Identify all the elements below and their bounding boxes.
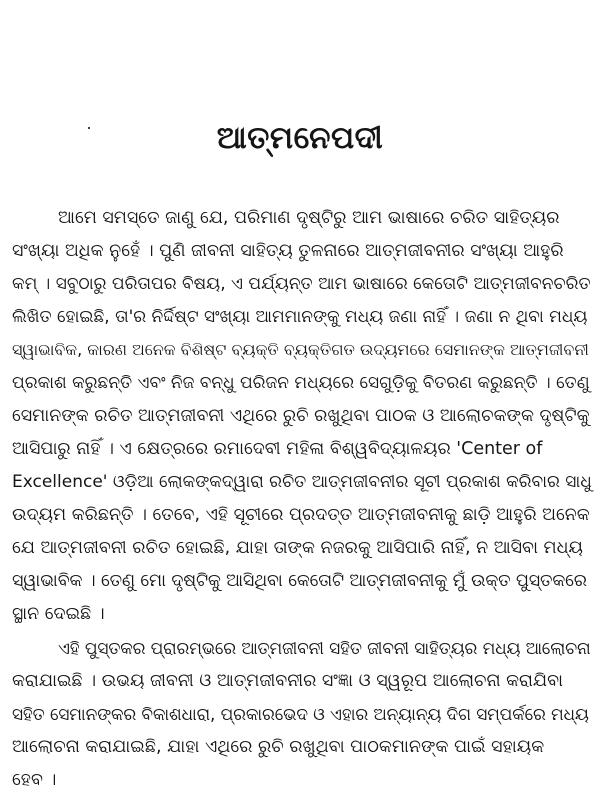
text-line: ଆସିପାରୁ ନାହିଁ । ଏ କ୍ଷେତ୍ରରେ ରମାଦେବୀ ମହିଳା ବିଶ୍ୱବିଦ୍ୟାଳୟର 'Center of — [12, 439, 543, 459]
text-line: ସେମାନଙ୍କ ରଚିତ ଆତ୍ମଜୀବନୀ ଏଥିରେ ରୁଚି ରଖୁଥିବା ପାଠକ ଓ ଆଲୋଚକଙ୍କ ଦୃଷ୍ଟିକୁ — [12, 406, 590, 426]
text-line: କମ୍ । ସବୁଠାରୁ ପରିତାପର ବିଷୟ, ଏ ପର୍ଯ୍ୟନ୍ତ ଆମ ଭାଷାରେ କେତୋଟି ଆତ୍ମଜୀବନଚରିତ — [12, 274, 591, 294]
text-line: ସ୍ୱାଭାବିକ, କାରଣ ଅନେକ ବିଶିଷ୍ଟ ବ୍ୟକ୍ତି ବ୍ୟକ୍ତିଗତ ଉଦ୍ୟମରେ ସେମାନଙ୍କ ଆତ୍ମଜୀବନୀ — [12, 340, 589, 359]
text-line: ସହିତ ସେମାନଙ୍କର ବିକାଶଧାରା, ପ୍ରକାରଭେଦ ଓ ଏହାର ଅନ୍ୟାନ୍ୟ ଦିଗ ସମ୍ପର୍କରେ ମଧ୍ୟ — [12, 704, 589, 724]
text-line: ହେବ । — [12, 770, 57, 790]
text-line: ଏହି ପୁସ୍ତକର ପ୍ରାରମ୍ଭରେ ଆତ୍ମଜୀବନୀ ସହିତ ଜୀବନୀ ସାହିତ୍ୟର ମଧ୍ୟ ଆଲୋଚନା — [58, 638, 591, 658]
text-line: Excellence' ଓଡ଼ିଆ ଲୋକଙ୍କଦ୍ୱାରା ରଚିତ ଆତ୍ମଜୀବନୀର ସୂଚୀ ପ୍ରକାଶ କରିବାର ସାଧୁ — [12, 472, 592, 492]
text-line: ପ୍ରକାଶ କରୁଛନ୍ତି ଏବଂ ନିଜ ବନ୍ଧୁ ପରିଜନ ମଧ୍ୟରେ ସେଗୁଡ଼ିକୁ ବିତରଣ କରୁଛନ୍ତି । ତେଣୁ — [12, 373, 590, 393]
text-line: ଲିଖିତ ହୋଇଛି, ତା'ର ନିର୍ଦ୍ଦିଷ୍ଟ ସଂଖ୍ୟା ଆମମାନଙ୍କୁ ମଧ୍ୟ ଜଣା ନାହିଁ । ଜଣା ନ ଥିବା ମଧ୍ୟ — [12, 307, 588, 327]
text-line: ସ୍ୱାଭାବିକ । ତେଣୁ ମୋ ଦୃଷ୍ଟିକୁ ଆସିଥିବା କେତୋଟି ଆତ୍ମଜୀବନୀକୁ ମୁଁ ଉକ୍ତ ପୁସ୍ତକରେ — [12, 571, 587, 591]
page-title: ଆତ୍ମନେପଦୀ — [216, 120, 384, 156]
text-line: ଆମେ ସମସ୍ତେ ଜାଣୁ ଯେ, ପରିମାଣ ଦୃଷ୍ଟିରୁ ଆମ ଭାଷାରେ ଚରିତ ସାହିତ୍ୟର — [58, 208, 560, 228]
text-line: ଆଲୋଚନା କରାଯାଇଛି, ଯାହା ଏଥିରେ ରୁଚି ରଖୁଥିବା ପାଠକମାନଙ୍କ ପାଇଁ ସହାୟକ — [12, 737, 545, 757]
text-line: ଯେ ଆତ୍ମଜୀବନୀ ରଚିତ ହୋଇଛି, ଯାହା ତାଙ୍କ ନଜରକୁ ଆସିପାରି ନାହିଁ, ନ ଆସିବା ମଧ୍ୟ — [12, 538, 583, 558]
text-line: ଉଦ୍ୟମ କରିଛନ୍ତି । ତେବେ, ଏହି ସୂଚୀରେ ପ୍ରଦତ୍ତ ଆତ୍ମଜୀବନୀକୁ ଛାଡ଼ି ଆହୁରି ଅନେକ — [12, 505, 590, 525]
text-line: କରାଯାଇଛି । ଉଭୟ ଜୀବନୀ ଓ ଆତ୍ମଜୀବନୀର ସଂଜ୍ଞା ଓ ସ୍ୱରୂପ ଆଲୋଚନା କରାଯିବା — [12, 671, 563, 691]
text-line: ସଂଖ୍ୟା ଅଧିକ ନୁହେଁ । ପୁଣି ଜୀବନୀ ସାହିତ୍ୟ ତୁଳନାରେ ଆତ୍ମଜୀବନୀର ସଂଖ୍ୟା ଆହୁରି — [12, 241, 564, 261]
text-line: ସ୍ଥାନ ଦେଇଛି । — [12, 604, 105, 624]
